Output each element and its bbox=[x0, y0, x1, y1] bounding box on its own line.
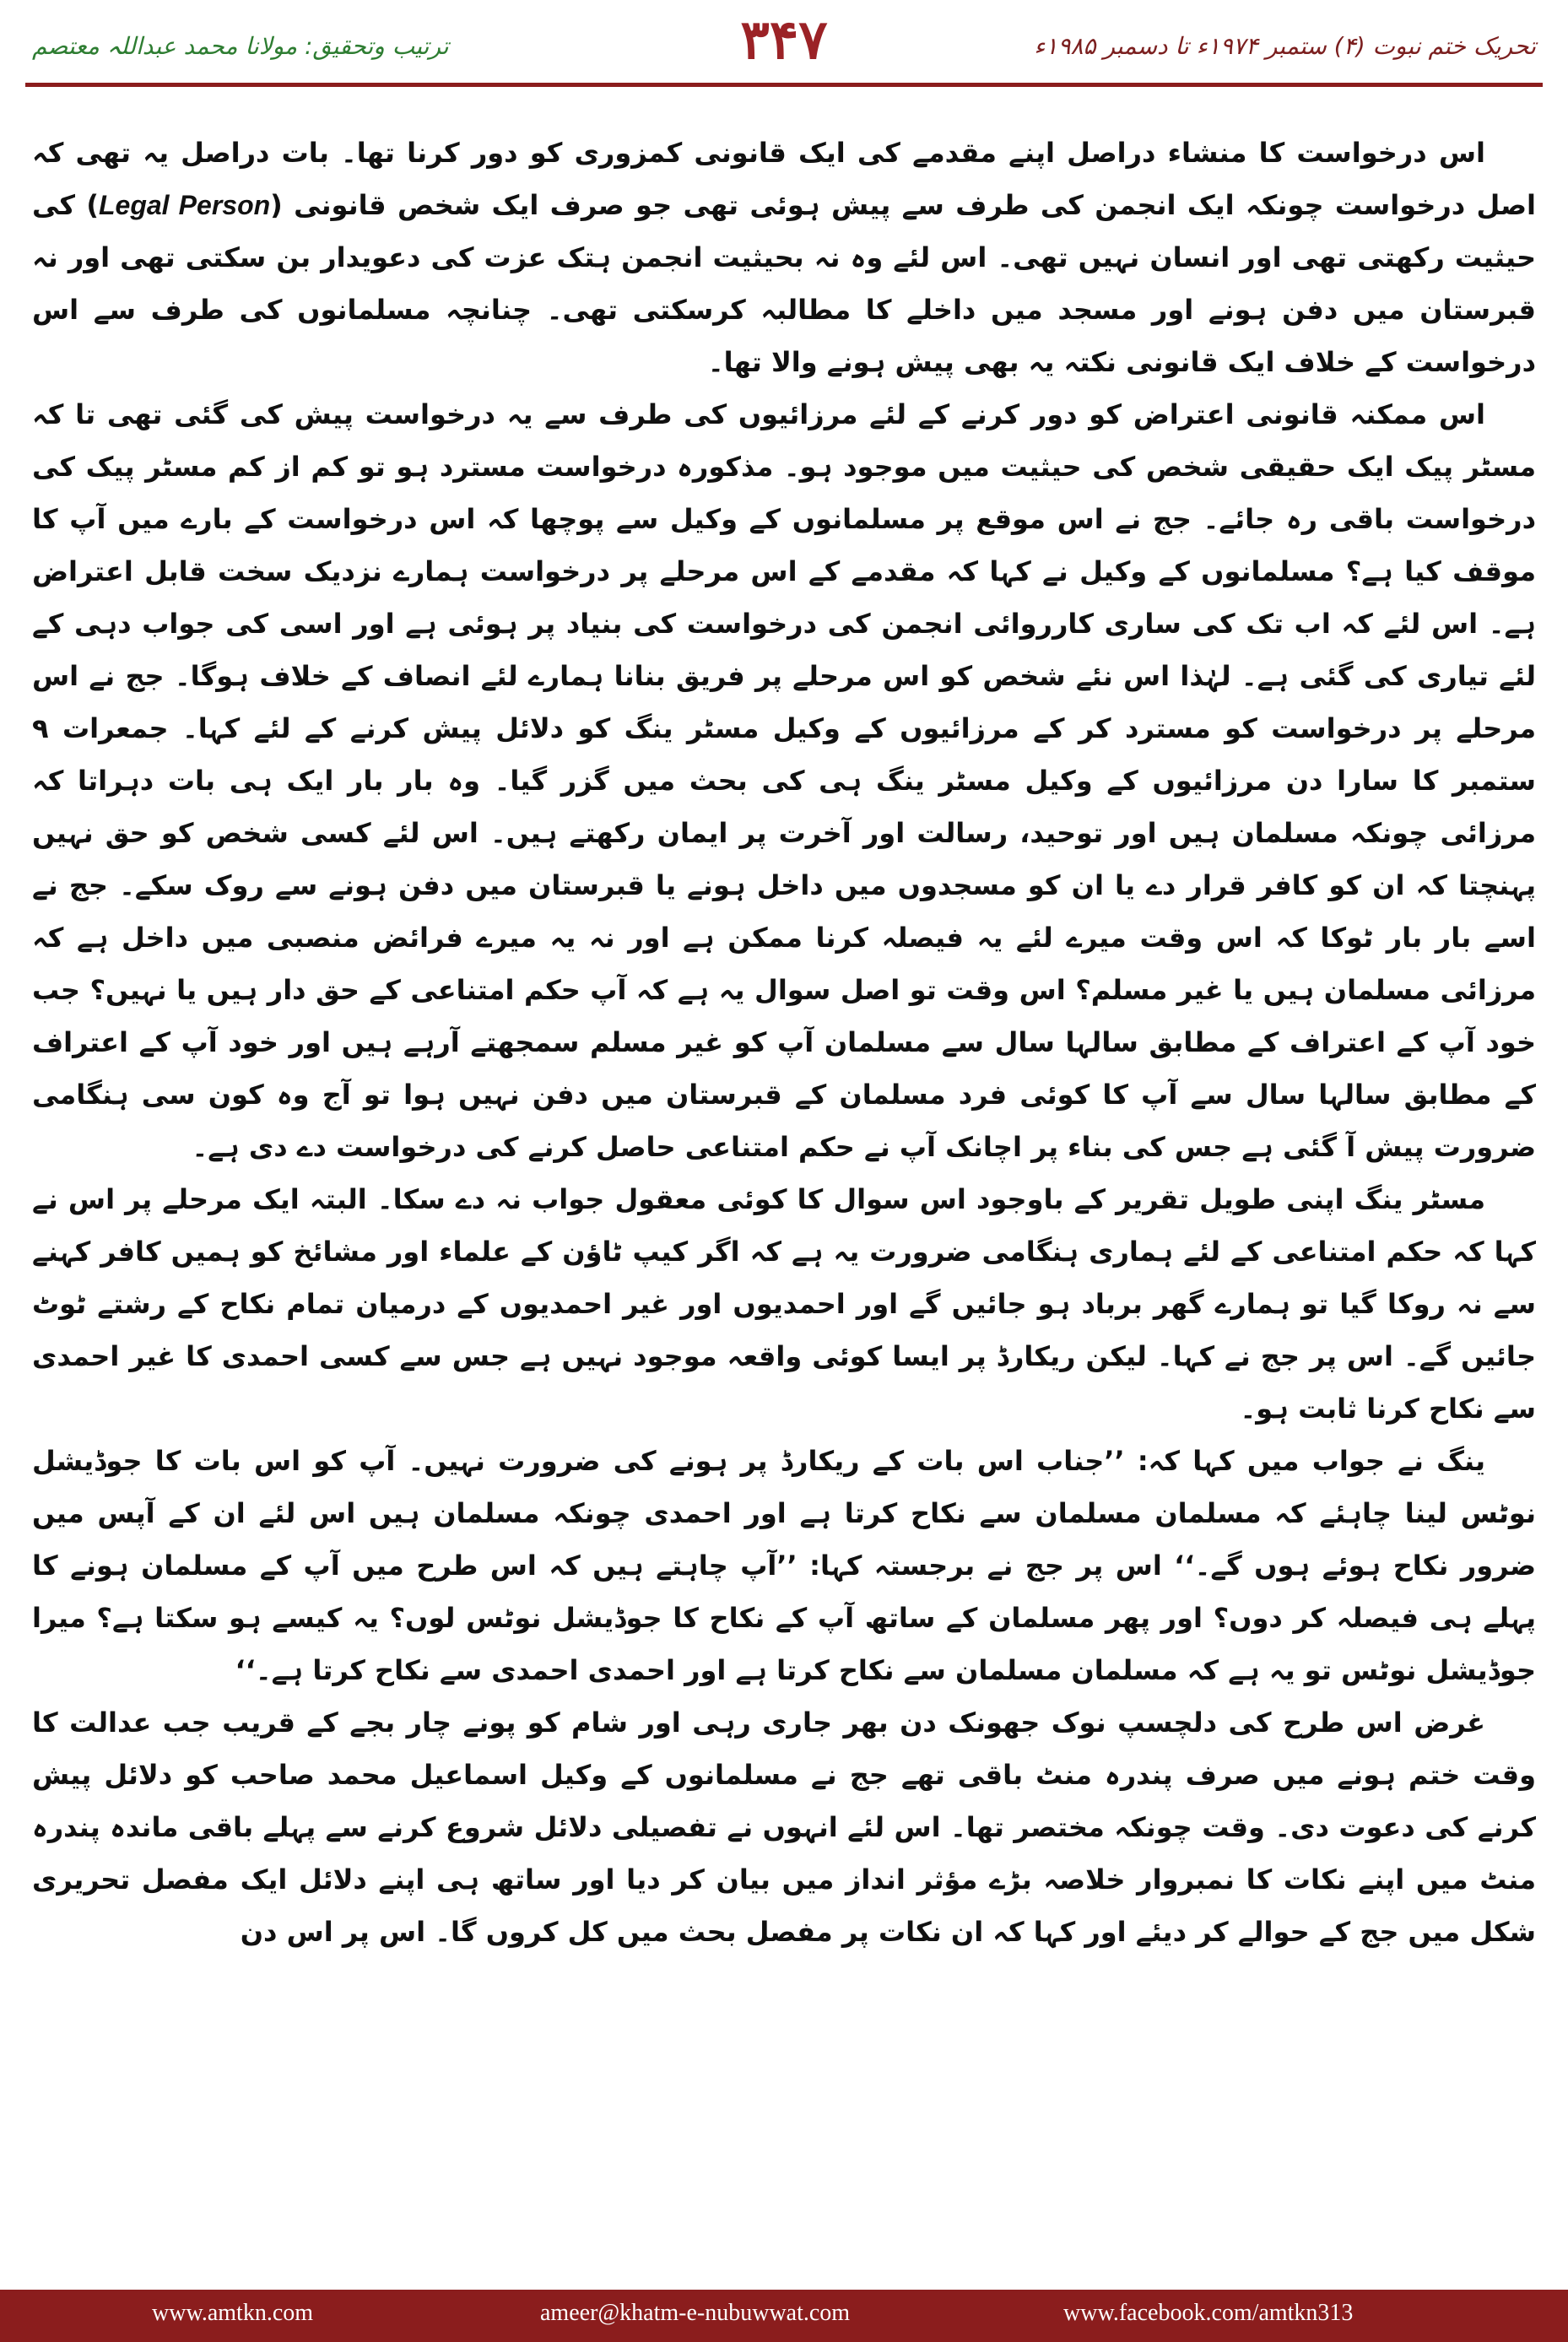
page-header bbox=[0, 0, 1568, 118]
paragraph-4: ینگ نے جواب میں کہا کہ: ’’جناب اس بات کے ریکارڈ پر ہونے کی ضرورت نہیں۔ آپ کو اس بات کا جوڈیشل نوٹس لینا چاہئے کہ مسلمان مسلمان سے نکاح کرتا ہے اور احمدی چونکہ مسلمان ہیں اس لئے ان کے آپس میں ضرور نکاح ہوئے ہوں گے۔‘‘ اس پر جج نے برجستہ کہا: ’’آپ چاہتے ہیں کہ اس طرح میں آپ کے مسلمان ہونے کا پہلے ہی فیصلہ کر دوں؟ اور پھر مسلمان کے ساتھ آپ کے نکاح کا جوڈیشل نوٹس لوں؟ یہ کیسے ہو سکتا ہے؟ میرا جوڈیشل نوٹس تو یہ ہے کہ مسلمان مسلمان سے نکاح کرتا ہے اور احمدی احمدی سے نکاح کرتا ہے۔‘‘ bbox=[32, 1445, 1537, 1686]
header-divider bbox=[25, 83, 1543, 87]
series-title: تحریک ختم نبوت (۴) ستمبر ۱۹۷۴ء تا دسمبر ۱۹۸۵ء bbox=[1034, 32, 1536, 60]
page-footer bbox=[0, 2290, 1568, 2342]
article-body bbox=[32, 127, 1536, 2253]
paragraph-2: اس ممکنہ قانونی اعتراض کو دور کرنے کے لئے مرزائیوں کی طرف سے یہ درخواست پیش کی گئی تھی تا کہ مسٹر پیک ایک حقیقی شخص کی حیثیت میں موجود ہو۔ مذکورہ درخواست مسترد ہو تو کم از کم مسٹر پیک کی درخواست باقی رہ جائے۔ جج نے اس موقع پر مسلمانوں کے وکیل سے پوچھا کہ اس درخواست کے بارے میں آپ کا موقف کیا ہے؟ مسلمانوں کے وکیل نے کہا کہ مقدمے کے اس مرحلے پر درخواست ہمارے نزدیک سخت قابل اعتراض ہے۔ اس لئے کہ اب تک کی ساری کارروائی انجمن کی درخواست کی بنیاد پر ہوئی ہے اور اسی کی جواب دہی کے لئے تیاری کی گئی ہے۔ لہٰذا اس نئے شخص کو اس مرحلے پر فریق بنانا ہمارے لئے انصاف کے خلاف ہوگا۔ جج نے اس مرحلے پر درخواست کو مسترد کر کے مرزائیوں کے وکیل مسٹر ینگ کو دلائل پیش کرنے کے لئے کہا۔ جمعرات ۹ ستمبر کا سارا دن مرزائیوں کے وکیل مسٹر ینگ ہی کی بحث میں گزر گیا۔ وہ بار بار ایک ہی بات دہراتا کہ مرزائی چونکہ مسلمان ہیں اور توحید، رسالت اور آخرت پر ایمان رکھتے ہیں۔ اس لئے کسی شخص کو حق نہیں پہنچتا کہ ان کو کافر قرار دے یا ان کو مسجدوں میں داخل ہونے یا قبرستان میں دفن ہونے سے روک سکے۔ جج نے اسے بار بار ٹوکا کہ اس وقت میرے لئے یہ فیصلہ کرنا ممکن ہے اور نہ یہ میرے فرائض منصبی میں داخل ہے کہ مرزائی مسلمان ہیں یا غیر مسلم؟ اس وقت تو اصل سوال یہ ہے کہ آپ حکم امتناعی کے حق دار ہیں یا نہیں؟ جب خود آپ کے اعتراف کے مطابق سالہا سال سے مسلمان آپ کو غیر مسلم سمجھتے آرہے ہیں اور خود آپ کے اعتراف کے مطابق سالہا سال سے آپ کا کوئی فرد مسلمان کے قبرستان میں دفن نہیں ہوا تو آج وہ کون سی ہنگامی ضرورت پیش آ گئی ہے جس کی بناء پر اچانک آپ نے حکم امتناعی حاصل کرنے کی درخواست دے دی ہے۔ bbox=[32, 398, 1536, 1163]
paragraph-1 bbox=[32, 127, 1536, 388]
paragraph-3: مسٹر ینگ اپنی طویل تقریر کے باوجود اس سوال کا کوئی معقول جواب نہ دے سکا۔ البتہ ایک مرحلے پر اس نے کہا کہ حکم امتناعی کے لئے ہماری ہنگامی ضرورت یہ ہے کہ اگر کیپ ٹاؤن کے علماء اور مشائخ کو ہمیں کافر کہنے سے نہ روکا گیا تو ہمارے گھر برباد ہو جائیں گے اور احمدیوں اور غیر احمدیوں کے درمیان تمام نکاح کے رشتے ٹوٹ جائیں گے۔ اس پر جج نے کہا۔ لیکن ریکارڈ پر ایسا کوئی واقعہ موجود نہیں ہے جس سے کسی احمدی کا غیر احمدی سے نکاح کرنا ثابت ہو۔ bbox=[32, 1183, 1536, 1425]
facebook-link[interactable]: www.facebook.com/amtkn313 bbox=[1063, 2300, 1354, 2326]
paragraph-1-text-end: ) کی حیثیت رکھتی تھی اور انسان نہیں تھی۔ اس لئے وہ نہ بحیثیت انجمن ہتک عزت کی دعویدار بن سکتی تھی اور نہ قبرستان میں دفن ہونے اور مسجد میں داخلے کا مطالبہ کرسکتی تھی۔ چنانچہ مسلمانوں کی طرف سے اس درخواست کے خلاف ایک قانونی نکتہ یہ بھی پیش ہونے والا تھا۔ bbox=[32, 189, 1536, 378]
website-link[interactable]: www.amtkn.com bbox=[152, 2300, 314, 2326]
email-link[interactable]: ameer@khatm-e-nubuwwat.com bbox=[540, 2300, 851, 2326]
compiler-credit: ترتیب وتحقیق: مولانا محمد عبداللہ معتصم bbox=[32, 32, 449, 60]
page-number: ۳۴۷ bbox=[740, 8, 828, 72]
paragraph-1-text: اس درخواست کا منشاء دراصل اپنے مقدمے کی ایک قانونی کمزوری کو دور کرنا تھا۔ بات دراصل یہ تھی کہ اصل درخواست چونکہ ایک انجمن کی طرف سے پیش ہوئی تھی جو صرف ایک شخص قانونی ( bbox=[32, 137, 1537, 221]
paragraph-5: غرض اس طرح کی دلچسپ نوک جھونک دن بھر جاری رہی اور شام کو پونے چار بجے کے قریب جب عدالت کا وقت ختم ہونے میں صرف پندرہ منٹ باقی تھے جج نے مسلمانوں کے وکیل اسماعیل محمد صاحب کو دلائل پیش کرنے کی دعوت دی۔ وقت چونکہ مختصر تھا۔ اس لئے انہوں نے تفصیلی دلائل شروع کرنے سے پہلے باقی ماندہ پندرہ منٹ میں اپنے نکات کا نمبروار خلاصہ بڑے مؤثر انداز میں بیان کر دیا اور ساتھ ہی اپنے دلائل ایک مفصل تحریری شکل میں جج کے حوالے کر دیئے اور کہا کہ ان نکات پر مفصل بحث میں کل کروں گا۔ اس پر اس دن bbox=[32, 1706, 1537, 1948]
legal-person-term: Legal Person bbox=[98, 190, 271, 220]
